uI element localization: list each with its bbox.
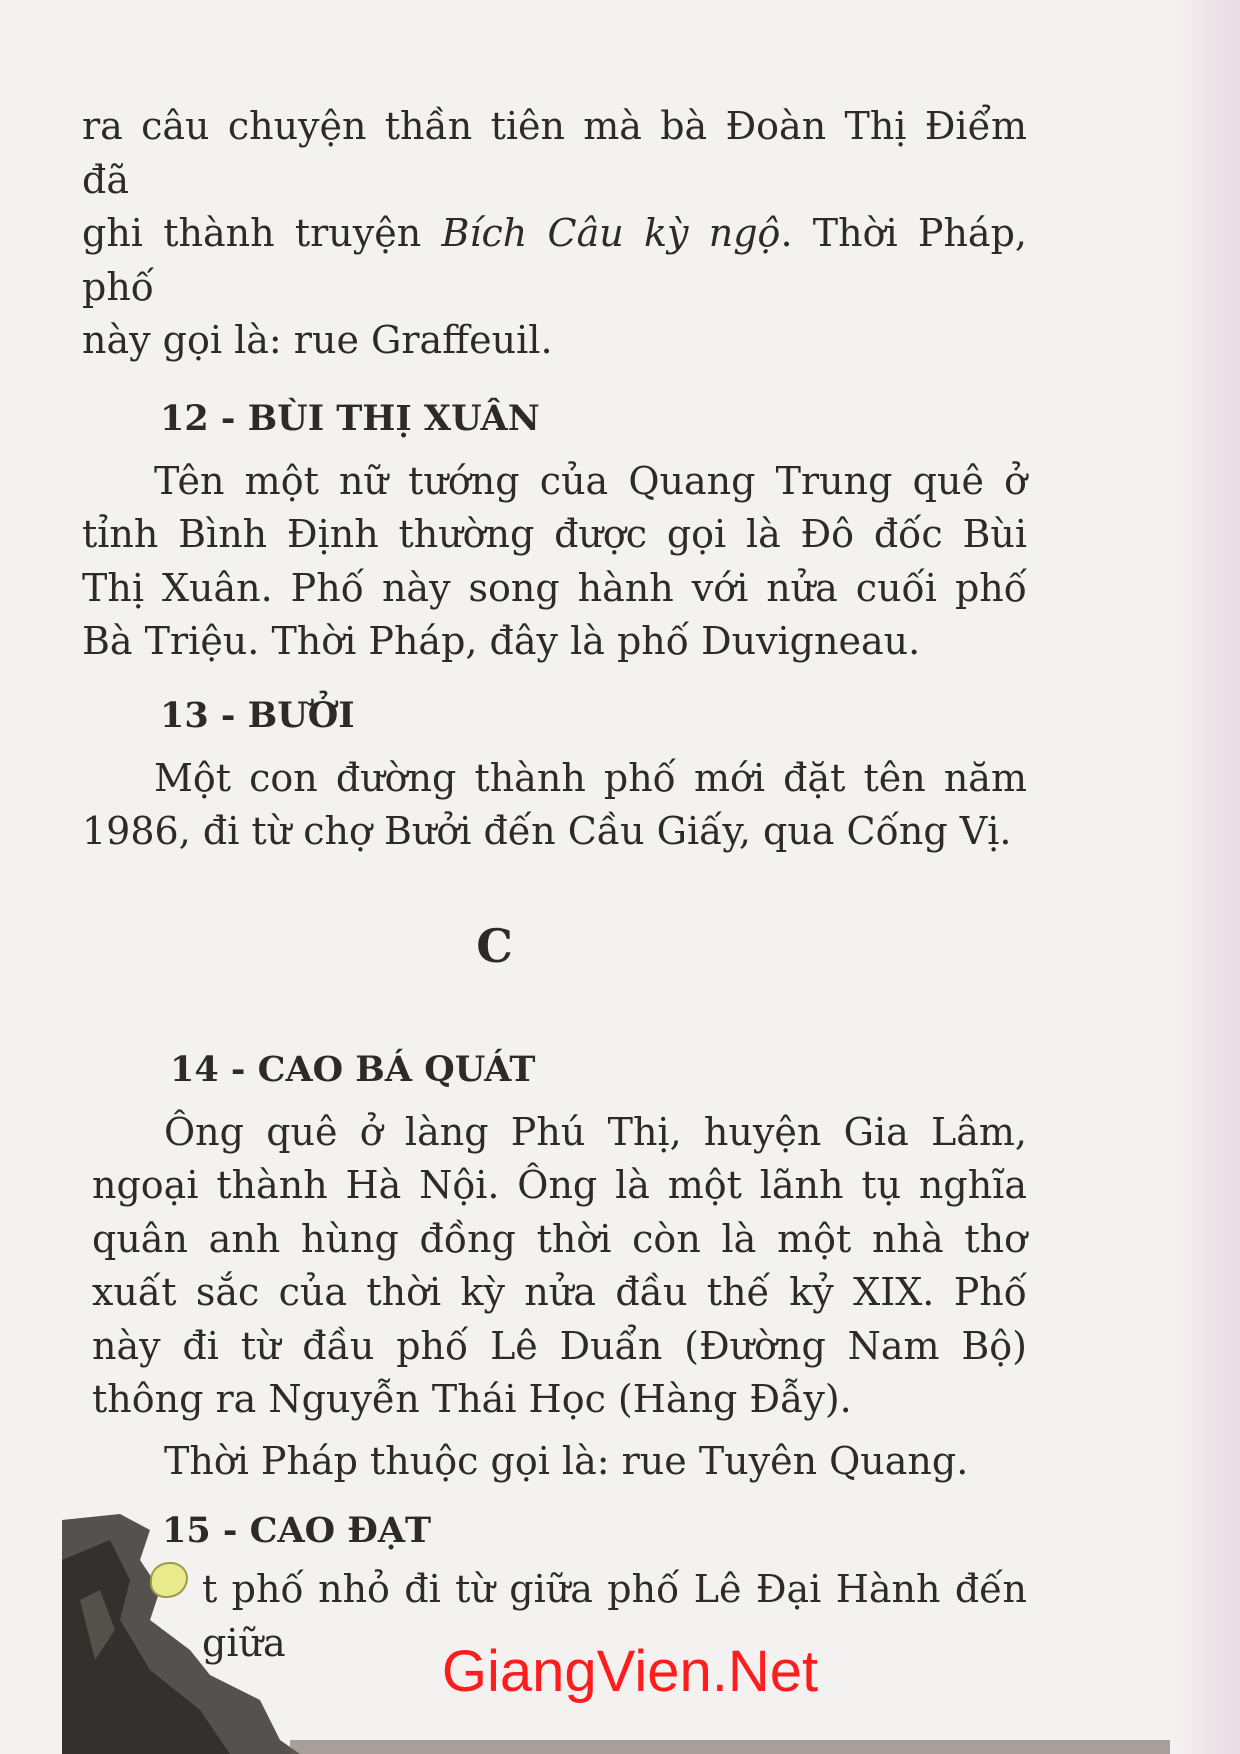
- intro-line-2: ghi thành truyện: [82, 211, 442, 255]
- page-edge-tint: [1170, 0, 1240, 1754]
- section-letter: C: [476, 918, 513, 973]
- entry-heading-14: 14 - CAO BÁ QUÁT: [170, 1048, 536, 1090]
- intro-paragraph: [82, 100, 1027, 368]
- bottom-shadow-strip: [290, 1740, 1170, 1754]
- entry-heading-12: 12 - BÙI THỊ XUÂN: [160, 397, 540, 439]
- entry-body-13: Một con đường thành phố mới đặt tên năm 1986, đi từ chợ Bưởi đến Cầu Giấy, qua Cống Vị.: [82, 755, 1027, 853]
- entry-body-14: Ông quê ở làng Phú Thị, huyện Gia Lâm, ngoại thành Hà Nội. Ông là một lãnh tụ nghĩa quân anh hùng đồng thời còn là một nhà thơ xuất sắc của thời kỳ nửa đầu thế kỷ XIX. Phố này đi từ đầu phố Lê Duẩn (Đường Nam Bộ) thông ra Nguyễn Thái Học (Hàng Đẫy).: [92, 1109, 1027, 1421]
- entry-heading-15: 15 - CAO ĐẠT: [162, 1510, 432, 1551]
- intro-line-3: này gọi là: rue Graffeuil.: [82, 318, 553, 362]
- entry-body-12: Tên một nữ tướng của Quang Trung quê ở tỉnh Bình Định thường được gọi là Đô đốc Bùi Thị Xuân. Phố này song hành với nửa cuối phố Bà Triệu. Thời Pháp, đây là phố Duvigneau.: [82, 458, 1027, 663]
- entry-body-15: t phố nhỏ đi từ giữa phố Lê Đại Hành đến giữa: [202, 1567, 1027, 1665]
- intro-line-2-end: . Thời Pháp, phố: [82, 211, 1027, 309]
- watermark-text: GiangVien.Net: [441, 1639, 819, 1704]
- entry-body-14-note: Thời Pháp thuộc gọi là: rue Tuyên Quang.: [164, 1438, 969, 1483]
- intro-line-1: ra câu chuyện thần tiên mà bà Đoàn Thị Điểm đã: [82, 104, 1027, 202]
- book-title: Bích Câu kỳ ngộ: [441, 211, 781, 255]
- book-page-text: [82, 100, 1027, 1670]
- entry-heading-13: 13 - BƯỞI: [160, 694, 355, 736]
- torn-corner: [0, 1500, 340, 1754]
